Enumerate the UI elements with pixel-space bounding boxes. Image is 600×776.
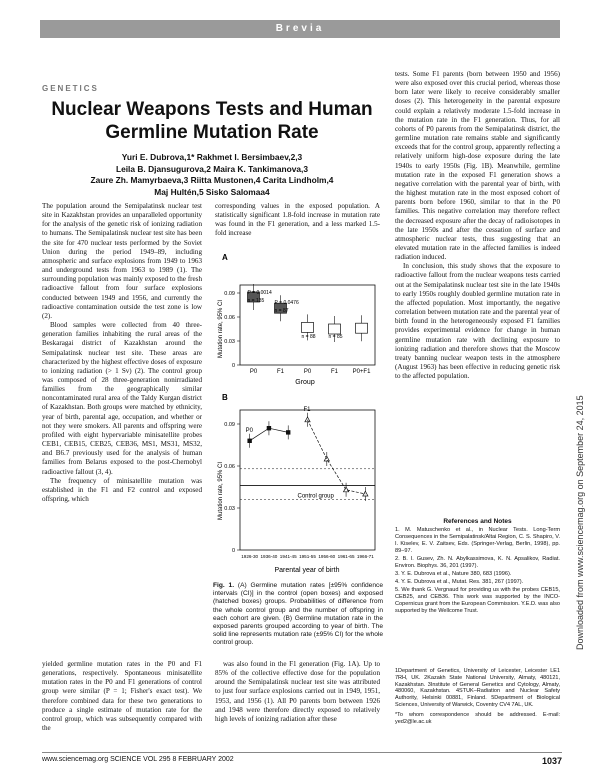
paragraph: yielded germline mutation rates in the P0 and F1 generations, respectively. Spontaneous minisatellite mutation rates in the P0 and F1 generations of control group were similar (P = 1; Fisher's exact test). We therefore combined data for these two generations to produce a single estimate of mutation rate for the control group, which was subsequently compared with the: [42, 660, 202, 733]
x-tick-label: P0: [303, 369, 312, 375]
x-tick-label: 1961-65: [337, 554, 355, 559]
annotation: n = 135: [247, 298, 265, 304]
paragraph: tests. Some F1 parents (born between 1950 and 1956) were also exposed over this crucial period, whereas those born later were likely to receive considerably smaller doses (2). This heterogeneity in the parental exposure could explain a relatively moderate 1.5-fold increase in the mutation rate in the F1 generation. Thus, for all cohorts of P0 parents from the Semipalatinsk district, the germline mutation rate remains stable and significantly exceeds that for the control group, apparently reflecting a relatively uniform high-dose exposure during the late 1940s to early 1950s (Fig. 1B). Meanwhile, germline mutation rate in the exposed F1 generation shows a negative correlation with the parental year of birth, with the highest mutation rate in the most exposed cohort of parents born before 1960, similar to that in the P0 families. This negative correlation may therefore reflect the decreased exposure after the decay of radioisotopes in the late 1950s and after the cessation of surface and atmospheric nuclear tests, thus suggesting that an elevated mutation rate in the affected families is indeed radiation induced.: [395, 70, 560, 262]
y-tick-label: 0.06: [224, 315, 235, 321]
column-3: [395, 70, 560, 381]
control-bar: [302, 322, 314, 332]
control-bar: [356, 323, 368, 333]
x-tick-label: 1941-45: [279, 554, 297, 559]
y-tick-label: 0: [231, 548, 235, 554]
paragraph: The population around the Semipalatinsk nuclear test site in Kazakhstan provides an unparalleled opportunity for the analysis of the genetic risk of ionizing radiation to humans. The Semipalatinsk nuclear test site has been the site for 470 nuclear tests performed by the Soviet Union during the period 1949–89, including atmospheric and surface explosions from 1949 to 1963 and underground tests from 1963 to 1989 (1). The surrounding population was mainly exposed to the fresh radioactive fallout from four surface explosions conducted between 1949 and 1956, and currently the radioactive contamination outside the test zone is low (2).: [42, 202, 202, 320]
column-2-top: [215, 202, 380, 239]
annotation: P = 0.0014: [247, 290, 272, 296]
x-tick-label: P0+F1: [352, 369, 371, 375]
reference-item: 1. M. Matuschenko et al., in Nuclear Tests. Long-Term Consequences in the Semipalatinsk/Altai Region, C. S. Shapiro, V. I. Kiselev, E. V. Zaitsev, Eds. (Springer-Verlag, Berlin, 1998), pp. 89–97.: [395, 527, 560, 554]
page-number: 1037: [541, 756, 562, 766]
x-tick-label: F1: [330, 369, 339, 375]
column-1: [42, 202, 202, 504]
correspondence-note: *To whom correspondence should be addressed. E-mail: yed2@le.ac.uk: [395, 711, 560, 725]
figure-1: [210, 250, 385, 580]
column-1-bottom: [42, 660, 202, 733]
panel-b-x-label: Parental year of birth: [274, 567, 340, 574]
column-2-bottom: [215, 660, 380, 724]
panel-b-frame: [240, 410, 375, 550]
panel-label-a: A: [222, 253, 228, 262]
article-title: Nuclear Weapons Tests and Human Germline Mutation Rate: [51, 99, 373, 143]
x-tick-label: F1: [276, 369, 285, 375]
x-tick-label: 1966-71: [356, 554, 374, 559]
x-tick-label: 1951-55: [299, 554, 316, 559]
f1-point: [343, 487, 348, 492]
caption-label: Fig. 1.: [213, 582, 235, 589]
y-tick-label: 0.03: [224, 506, 235, 512]
affiliations: [395, 668, 560, 728]
series-line: [308, 420, 366, 494]
y-tick-label: 0.06: [224, 464, 235, 470]
panel-a-x-label: Group: [295, 379, 315, 386]
section-banner: Brevia: [40, 20, 560, 38]
series-label: P0: [245, 427, 253, 434]
control-label: Control group: [297, 493, 334, 500]
figure-caption: [213, 582, 383, 648]
panel-a-y-ticks: [224, 291, 240, 369]
author-line: Leila B. Djansugurova,2 Maira K. Tankimanova,3: [115, 163, 309, 174]
author-list: [42, 152, 382, 198]
reference-item: 2. B. I. Gusev, Zh. N. Abylkassimova, K. N. Apsalikov, Radiat. Environ. Biophys. 36, 201 (1997).: [395, 556, 560, 569]
y-tick-label: 0.09: [224, 422, 235, 428]
author-line: Zaure Zh. Mamyrbaeva,3 Riitta Mustonen,4 Carita Lindholm,4: [90, 175, 334, 185]
y-tick-label: 0: [231, 363, 235, 369]
y-tick-label: 0.09: [224, 291, 235, 297]
annotation: n = 85: [328, 334, 343, 340]
f1-point: [305, 417, 310, 422]
panel-b-x-labels: [241, 554, 374, 559]
paragraph: corresponding values in the exposed population. A statistically significant 1.8-fold increase in mutation rate was found in the F1 generation, and a less marked 1.5-fold increase: [215, 202, 380, 238]
y-tick-label: 0.03: [224, 339, 235, 345]
panel-label-b: B: [222, 393, 228, 402]
x-tick-label: 1956-60: [318, 554, 336, 559]
paragraph: The frequency of minisatellite mutation was established in the F1 and F2 control and exposed offspring, which: [42, 476, 202, 503]
panel-b-y-label: Mutation rate, 95% CI: [218, 461, 224, 520]
paragraph: In conclusion, this study shows that the exposure to radioactive fallout from the nuclear weapons tests carried out at the Semipalatinsk nuclear test site in the late 1940s to early 1950s roughly doubled germline mutation rate in the affected population. Most importantly, the negative correlation between mutation rate and the parental year of birth found in the heterogeneously exposed F1 families provides experimental evidence for change in human germline mutation rate with declining exposure to ionizing radiation and therefore shows that the Moscow treaty banning nuclear weapon tests in the atmosphere (August 1963) has been effective in reducing genetic risk to the affected population.: [395, 262, 560, 381]
annotation: n = 88: [301, 334, 316, 340]
reference-item: 3. Y. E. Dubrova et al., Nature 380, 683 (1996).: [395, 571, 512, 577]
download-sidebar: [575, 250, 595, 650]
section-label: GENETICS: [42, 84, 99, 93]
annotation: n = 87: [274, 308, 289, 314]
annotation: P = 0.0476: [274, 300, 299, 306]
control-bar: [329, 324, 341, 334]
footer-journal-info: www.sciencemag.org SCIENCE VOL 295 8 FEBRUARY 2002: [42, 756, 234, 763]
download-notice[interactable]: Downloaded from www.sciencemag.org on September 24, 2015: [575, 395, 585, 650]
page-footer: [42, 752, 562, 766]
paragraph: was also found in the F1 generation (Fig. 1A). Up to 85% of the collective effective dose for the population around the Semipalatinsk nuclear test site was attributed to just four surface explosions carried out in 1949, 1951, 1953, and 1956 (1). All P0 parents born between 1926 and 1948 were therefore directly exposed to relatively high levels of ionizing radiation after these: [215, 660, 380, 723]
x-tick-label: P0: [249, 369, 258, 375]
series-label: F1: [303, 406, 311, 413]
panel-a-y-label: Mutation rate, 95% CI: [218, 299, 224, 358]
panel-b-plot: [240, 407, 375, 501]
reference-item: 5. We thank G. Vergnaud for providing us with the probes CEB15, CEB25, and CEB36. This work was supported by the INCO-Copernicus grant from the European Commission. Y.E.D. was also supported by the Wellcome Trust.: [395, 587, 560, 614]
caption-text: (A) Germline mutation rates [±95% confidence intervals (CI)] in the control (open boxes) and exposed (hatched boxes) groups. Probabilities of difference from the whole control group and the number of offspring in each cohort are given. (B) Germline mutation rate in the exposed parents grouped according to year of birth. The solid line represents mutation rate (±95% CI) for the whole control group.: [213, 582, 384, 647]
reference-item: 4. Y. E. Dubrova et al., Mutat. Res. 381, 267 (1997).: [395, 579, 524, 585]
x-tick-label: 1926-30: [241, 554, 259, 559]
paragraph: Blood samples were collected from 40 three-generation families inhabiting the rural areas of the Beskaragai district of Kazakhstan around the Semipalatinsk nuclear test site. These areas are characterized by the highest effective doses of exposure to ionizing radiation (> 1 Sv) (2). The control group was composed of 28 three-generation nonirradiated families from the geographically similar noncontaminated rural area of the Taldy Kurgan district of Kazakhstan. Both groups were matched by ethnicity, year of birth, parental age, occupation, and whether or not they were smokers. All parents and offspring were profiled with eight hypervariable minisatellite probes CEB1, CEB15, CEB25, CEB36, MS1, MS31, MS32, and B6.7 previously used for the analysis of human families from Belarus exposed to the post-Chernobyl radioactive fallout (3, 4).: [42, 321, 202, 476]
panel-b-y-ticks: [224, 422, 240, 554]
x-tick-label: 1936-40: [260, 554, 278, 559]
f1-point: [363, 491, 368, 496]
references-title: References and Notes: [443, 518, 512, 525]
affiliation-text: 1Department of Genetics, University of Leicester, Leicester LE1 7RH, UK. 2Kazakh State National University, Almaty, 480121, Kazakhstan. 3Institute of General Genetics and Cytology, Almaty, 480060, Kazakhstan. 4STUK–Radiation and Nuclear Safety Authority, Helsinki 00881, Finland. 5Department of Biological Sciences, University of Warwick, Coventry CV4 7AL, UK.: [395, 668, 560, 708]
references: [395, 518, 560, 616]
author-line: Maj Hultén,5 Sisko Salomaa4: [154, 186, 270, 197]
author-line: Yuri E. Dubrova,1* Rakhmet I. Bersimbaev,2,3: [121, 152, 303, 162]
panel-a-x-labels: [250, 369, 371, 375]
